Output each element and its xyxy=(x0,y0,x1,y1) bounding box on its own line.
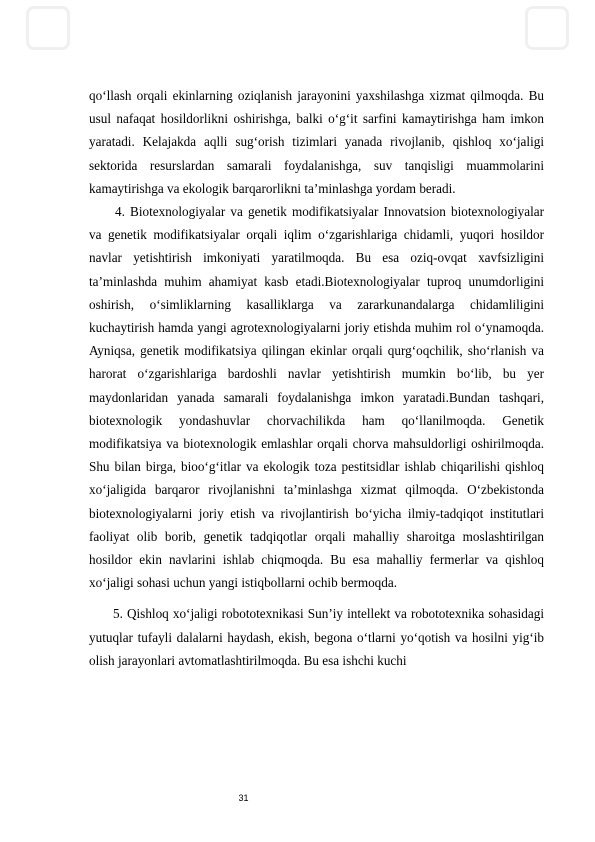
watermark-logo-left xyxy=(26,6,70,50)
page-number: 31 xyxy=(238,793,249,803)
document-body xyxy=(89,84,544,672)
paragraph-intro: qo‘llash orqali ekinlarning oziqlanish jarayonini yaxshilashga xizmat qilmoqda. Bu usul nafaqat hosildorlikni oshirishga, balki o‘g‘it sarfini kamaytirishga ham imkon yaratadi. Kelajakda aqlli sug‘orish tizimlari yanada rivojlanib, qishloq xo‘jaligi sektorida resurslardan samarali foydalanishga, suv tanqisligi muammolarini kamaytirishga va ekologik barqarorlikni ta’minlashga yordam beradi. xyxy=(89,88,544,196)
watermark-logo-right xyxy=(525,6,569,50)
paragraph-robotics: 5. Qishloq xo‘jaligi robototexnikasi Sun’iy intellekt va robototexnika sohasidagi yutuqlar tufayli dalalarni haydash, ekish, begona o‘tlarni yo‘qotish va hosilni yig‘ib olish jarayonlari avtomatlashtirilmoqda. Bu esa ishchi kuchi xyxy=(89,606,544,668)
paragraph-biotechnology: 4. Biotexnologiyalar va genetik modifikatsiyalar Innovatsion biotexnologiyalar va genetik modifikatsiyalar orqali iqlim o‘zgarishlariga chidamli, yuqori hosildor navlar yetishtirish imkoniyati yaratilmoqda. Bu esa oziq-ovqat xavfsizligini ta’minlashda muhim ahamiyat kasb etadi.Biotexnologiyalar tuproq unumdorligini oshirish, o‘simliklarning kasalliklarga va zararkunandalarga chidamliligini kuchaytirish hamda yangi agrotexnologiyalarni joriy etishda muhim rol o‘ynamoqda. Ayniqsa, genetik modifikatsiya qilingan ekinlar orqali qurg‘oqchilik, sho‘rlanish va harorat o‘zgarishlariga bardoshli navlar yetishtirish mumkin bo‘lib, bu yer maydonlaridan yanada samarali foydalanishga imkon yaratadi.Bundan tashqari, biotexnologik yondashuvlar chorvachilikda ham qo‘llanilmoqda. Genetik modifikatsiya va biotexnologik emlashlar orqali chorva mahsuldorligi oshirilmoqda. Shu bilan birga, bioo‘g‘itlar va ekologik toza pestitsidlar ishlab chiqarilishi qishloq xo‘jaligida barqaror rivojlanishni ta’minlashga xizmat qilmoqda. O‘zbekistonda biotexnologiyalarni joriy etish va rivojlantirish bo‘yicha ilmiy-tadqiqot institutlari faoliyat olib borib, genetik tadqiqotlar orqali mahalliy sharoitga moslashtirilgan hosildor ekin navlarini ishlab chiqmoqda. Bu esa mahalliy fermerlar va qishloq xo‘jaligi sohasi uchun yangi istiqbollarni ochib bermoqda. xyxy=(89,204,544,591)
watermark xyxy=(0,6,595,66)
